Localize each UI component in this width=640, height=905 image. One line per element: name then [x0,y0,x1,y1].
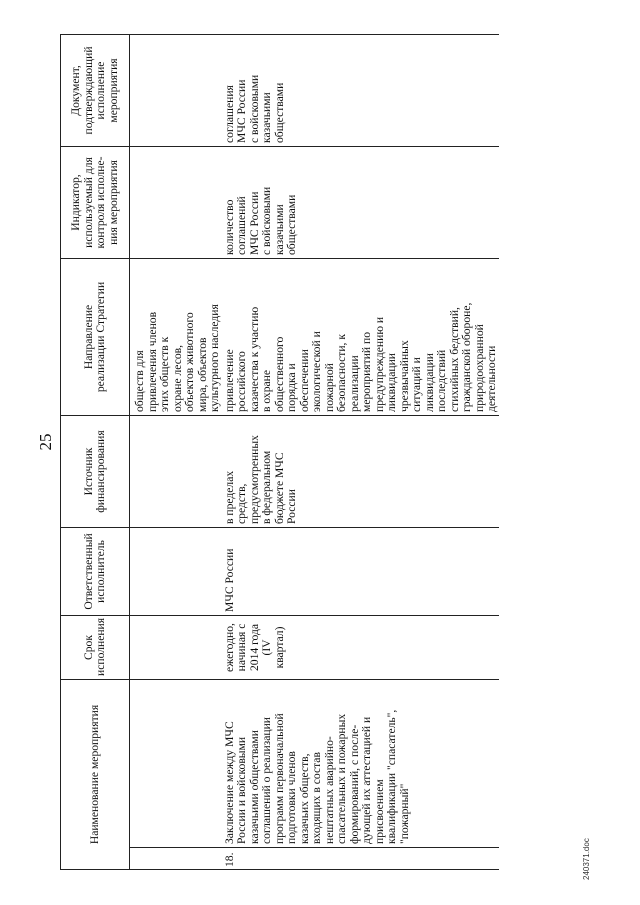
cell-direction-continued: обществ для привлечения членов этих обществ к охране лесов, объектов животного мира, объектов культурного наследия [130,258,222,415]
table-row-continuation [130,34,222,869]
table-row [222,34,499,869]
cell-deadline: ежегодно, начиная с 2014 года (IV квартал) [222,615,499,679]
cell-empty [130,848,222,870]
table-header [61,34,130,869]
cell-document: соглашения МЧС России с войсковыми казачьими обществами [222,34,499,146]
cell-empty [130,146,222,258]
header-name: Наименование мероприятия [61,679,130,869]
page-number: 25 [36,433,55,451]
header-indicator: Индикатор, используемый для контроля исполне- ния мероприятия [61,146,130,258]
cell-empty [130,415,222,527]
cell-row-number: 18. [222,848,499,870]
header-funding: Источник финансирования [61,415,130,527]
header-direction: Направление реализации Стратегии [61,258,130,415]
cell-funding: в пределах средств, предусмотренных в федеральном бюджете МЧС России [222,415,499,527]
cell-measure-name: Заключение между МЧС России и войсковыми казачьими обществами соглашений о реализации программ первоначальной подготовки членов казачьих обществ, входящих в состав нештатных аварийно- спасательных и пожарных формирований, с после- дующей их аттестацией и присвоением квалификации "спасатель", "пожарный" [222,679,499,847]
cell-empty [130,34,222,146]
rotated-table-container [60,35,620,870]
header-responsible: Ответственный исполнитель [61,527,130,615]
cell-empty [130,615,222,679]
header-document: Документ, подтверждающий исполнение мероприятия [61,34,130,146]
cell-empty [130,679,222,847]
measures-table [60,34,499,870]
header-deadline: Срок исполнения [61,615,130,679]
cell-responsible: МЧС России [222,527,499,615]
footer-filename: 240371.doc [582,838,591,880]
cell-indicator: количество соглашений МЧС России с войсковыми казачьими обществами [222,146,499,258]
cell-direction: привлечение российского казачества к участию в охране общественного порядка и обеспечении экологической и пожарной безопасности, к реализации мероприятий по предупреждению и ликвидации чрезвычайных ситуаций и ликвидации последствий стихийных бедствий, гражданской обороне, природоохранной деятельности [222,258,499,415]
cell-empty [130,527,222,615]
